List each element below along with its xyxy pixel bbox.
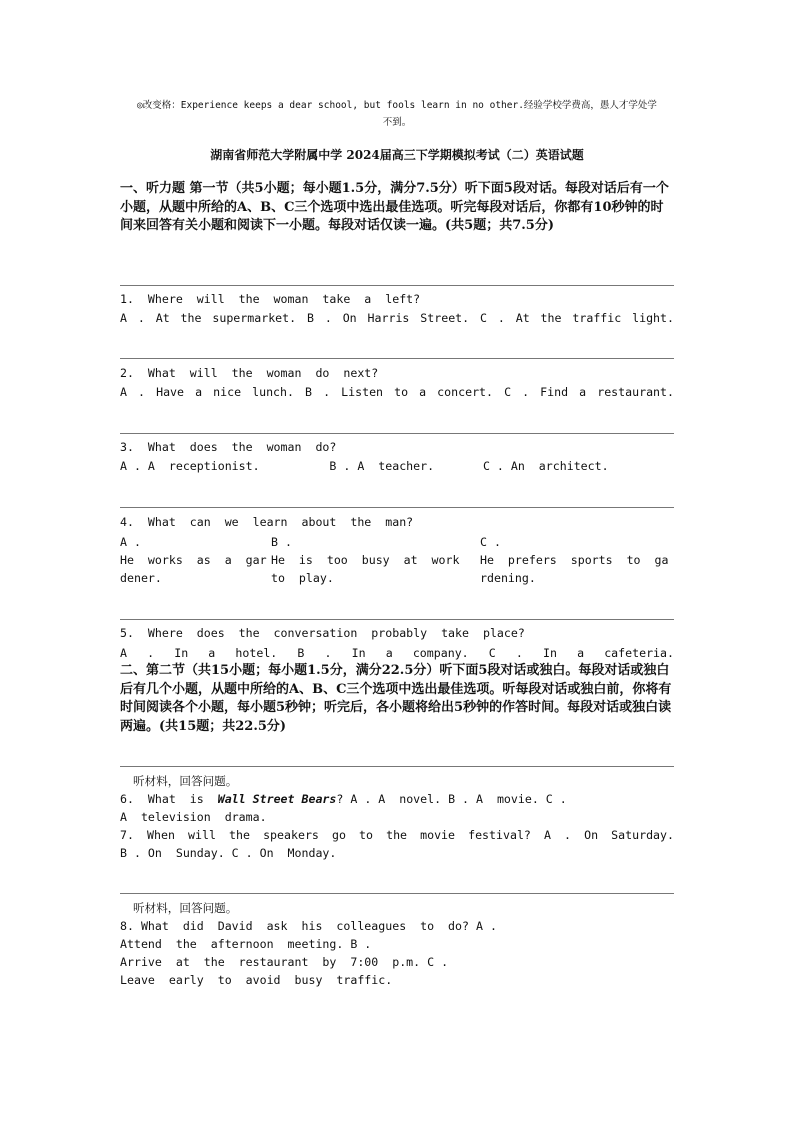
q1-stem: 1. Where will the woman take a left? [120, 292, 421, 306]
q4-option-a-label: A . [120, 535, 141, 549]
q7-line1: 7. When will the speakers go to the movie festival? A . On Saturday. [120, 828, 674, 842]
exam-title: 湖南省师范大学附属中学 2024届高三下学期模拟考试（二）英语试题 [210, 148, 584, 162]
q4-stem: 4. What can we learn about the man? [120, 515, 414, 529]
page-header [100, 97, 694, 131]
divider [120, 358, 674, 359]
q8-line3: Arrive at the restaurant by 7:00 p.m. C . [120, 955, 449, 969]
group2-intro: 听材料，回答问题。 [133, 901, 238, 915]
q3-options: A . A receptionist. B . A teacher. C . An architect. [120, 459, 609, 473]
q8-line2: Attend the afternoon meeting. B . [120, 937, 372, 951]
q7-line2: B . On Sunday. C . On Monday. [120, 846, 337, 860]
divider [120, 285, 674, 286]
header-quote-line2: 不到。 [382, 117, 412, 128]
q6-line [120, 790, 674, 808]
q2-options: A . Have a nice lunch. B . Listen to a concert. C . Find a restaurant. [120, 385, 674, 399]
q5-stem: 5. Where does the conversation probably take place? [120, 626, 525, 640]
q6-title: Wall Street Bears [217, 792, 337, 806]
divider [120, 433, 674, 434]
q2-stem: 2. What will the woman do next? [120, 366, 379, 380]
q8-line1: 8. What did David ask his colleagues to do? A . [120, 919, 497, 933]
q4-option-a-text: He works as a gar [120, 553, 267, 567]
q1-options: A . At the supermarket. B . On Harris Street. C . At the traffic light. [120, 311, 674, 325]
divider [120, 893, 674, 894]
divider [120, 766, 674, 767]
q4-option-c-text: He prefers sports to ga [480, 553, 669, 567]
divider [120, 507, 674, 508]
q6-line2: A television drama. [120, 810, 267, 824]
q6-post: ? A . A novel. B . A movie. C . [336, 792, 567, 806]
q4-option-b-text: He is too busy at work [271, 553, 460, 567]
section1-heading: 一、听力题 第一节（共5小题；每小题1.5分，满分7.5分）听下面5段对话。每段对话后有一个小题，从题中所给的A、B、C三个选项中选出最佳选项。听完每段对话后，你都有10秒钟的时间来回答有关小题和阅读下一小题。每段对话仅读一遍。(共5题；共7.5分) [120, 181, 669, 233]
q4-option-a-text-cont: dener. [120, 571, 162, 585]
q4-option-b-text-cont: to play. [271, 571, 334, 585]
q4-option-b-label: B . [271, 535, 292, 549]
divider [120, 619, 674, 620]
q5-options: A . In a hotel. B . In a company. C . In a cafeteria. [120, 646, 674, 660]
header-quote-line1: ◎改变格：Experience keeps a dear school, but fools learn in no other.经验学校学费高，愚人才学处学 [137, 100, 657, 111]
q4-option-c-text-cont: rdening. [480, 571, 536, 585]
q3-stem: 3. What does the woman do? [120, 440, 337, 454]
section2-heading: 二、第二节（共15小题；每小题1.5分，满分22.5分）听下面5段对话或独白。每段对话或独白后有几个小题，从题中所给的A、B、C三个选项中选出最佳选项。听每段对话或独白前，你将有时间阅读各个小题，每小题5秒钟；听完后，各小题将给出5秒钟的作答时间。每段对话或独白读两遍。(共15题；共22.5分) [120, 663, 672, 734]
q8-line4: Leave early to avoid busy traffic. [120, 973, 393, 987]
group1-intro: 听材料，回答问题。 [133, 774, 238, 788]
q4-option-c-label: C . [480, 535, 501, 549]
q6-pre: 6. What is [120, 792, 218, 806]
